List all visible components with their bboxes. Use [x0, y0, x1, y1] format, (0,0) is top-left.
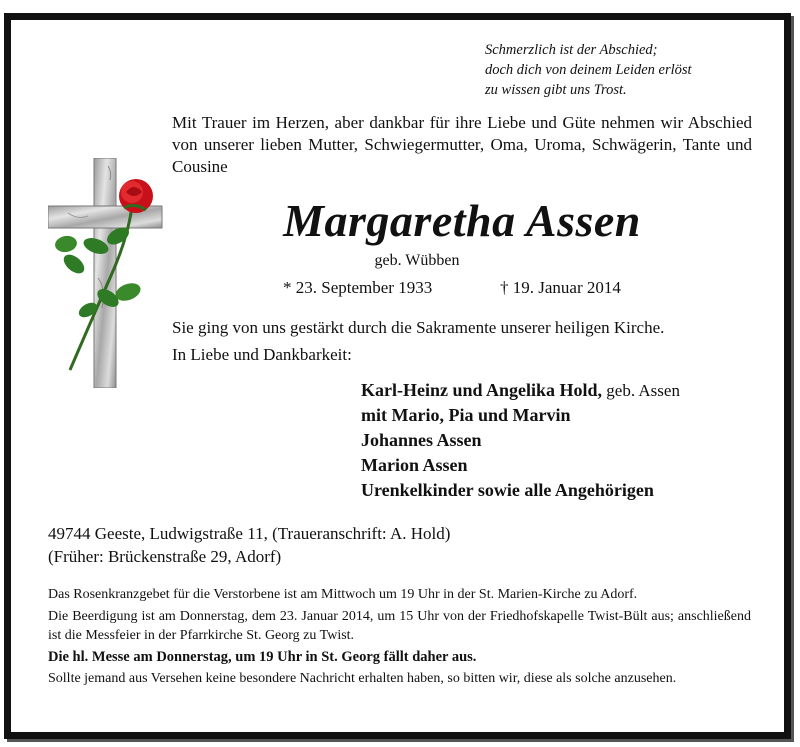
rosary-note: Das Rosenkranzgebet für die Verstorbene ist am Mittwoch um 19 Uhr in der St. Marien-Kirche zu Adorf. [48, 587, 638, 602]
mourner-line: Marion Assen [361, 455, 468, 475]
funeral-note: Die Beerdigung ist am Donnerstag, dem 23. Januar 2014, um 15 Uhr von der Friedhofskapelle Twist-Bült aus; anschließend ist die Messfeier in der Pfarrkirche St. Georg zu Twist. [48, 608, 751, 643]
mourner-line: Urenkelkinder sowie alle Angehörigen [361, 480, 654, 500]
motto-line: zu wissen gibt uns Trost. [485, 82, 627, 98]
address-line: 49744 Geeste, Ludwigstraße 11, (Traueranschrift: A. Hold) [48, 524, 451, 543]
deceased-name: Margaretha Assen [283, 195, 641, 246]
mourner-line: Johannes Assen [361, 430, 482, 450]
motto-line: Schmerzlich ist der Abschied; [485, 42, 658, 58]
mourner-line: mit Mario, Pia und Marvin [361, 405, 571, 425]
notice-note: Sollte jemand aus Versehen keine besondere Nachricht erhalten haben, so bitten wir, diese als solche anzusehen. [48, 671, 677, 686]
sacraments-text: Sie ging von uns gestärkt durch die Sakramente unserer heiligen Kirche. [172, 318, 665, 337]
mourner-name: Karl-Heinz und Angelika Hold, [361, 380, 603, 400]
motto-verse [485, 40, 775, 100]
death-date: † 19. Januar 2014 [500, 278, 621, 297]
maiden-name: geb. Wübben [374, 252, 460, 269]
intro-text: Mit Trauer im Herzen, aber dankbar für ihre Liebe und Güte nehmen wir Abschied von unserer lieben Mutter, Schwiegermutter, Oma, Uroma, Schwägerin, Tante und Cousine [172, 113, 752, 176]
mass-note: Die hl. Messe am Donnerstag, um 19 Uhr in St. Georg fällt daher aus. [48, 648, 477, 665]
mourner-suffix: geb. Assen [602, 381, 680, 400]
birth-date: * 23. September 1933 [283, 278, 433, 297]
cross-with-rose-icon [48, 158, 166, 388]
address-block [48, 522, 450, 568]
mourners-list [361, 378, 680, 503]
motto-line: doch dich von deinem Leiden erlöst [485, 62, 692, 78]
love-line: In Liebe und Dankbarkeit: [172, 345, 352, 364]
address-line: (Früher: Brückenstraße 29, Adorf) [48, 547, 282, 566]
mourner-line [361, 378, 680, 403]
service-notes [48, 585, 751, 691]
